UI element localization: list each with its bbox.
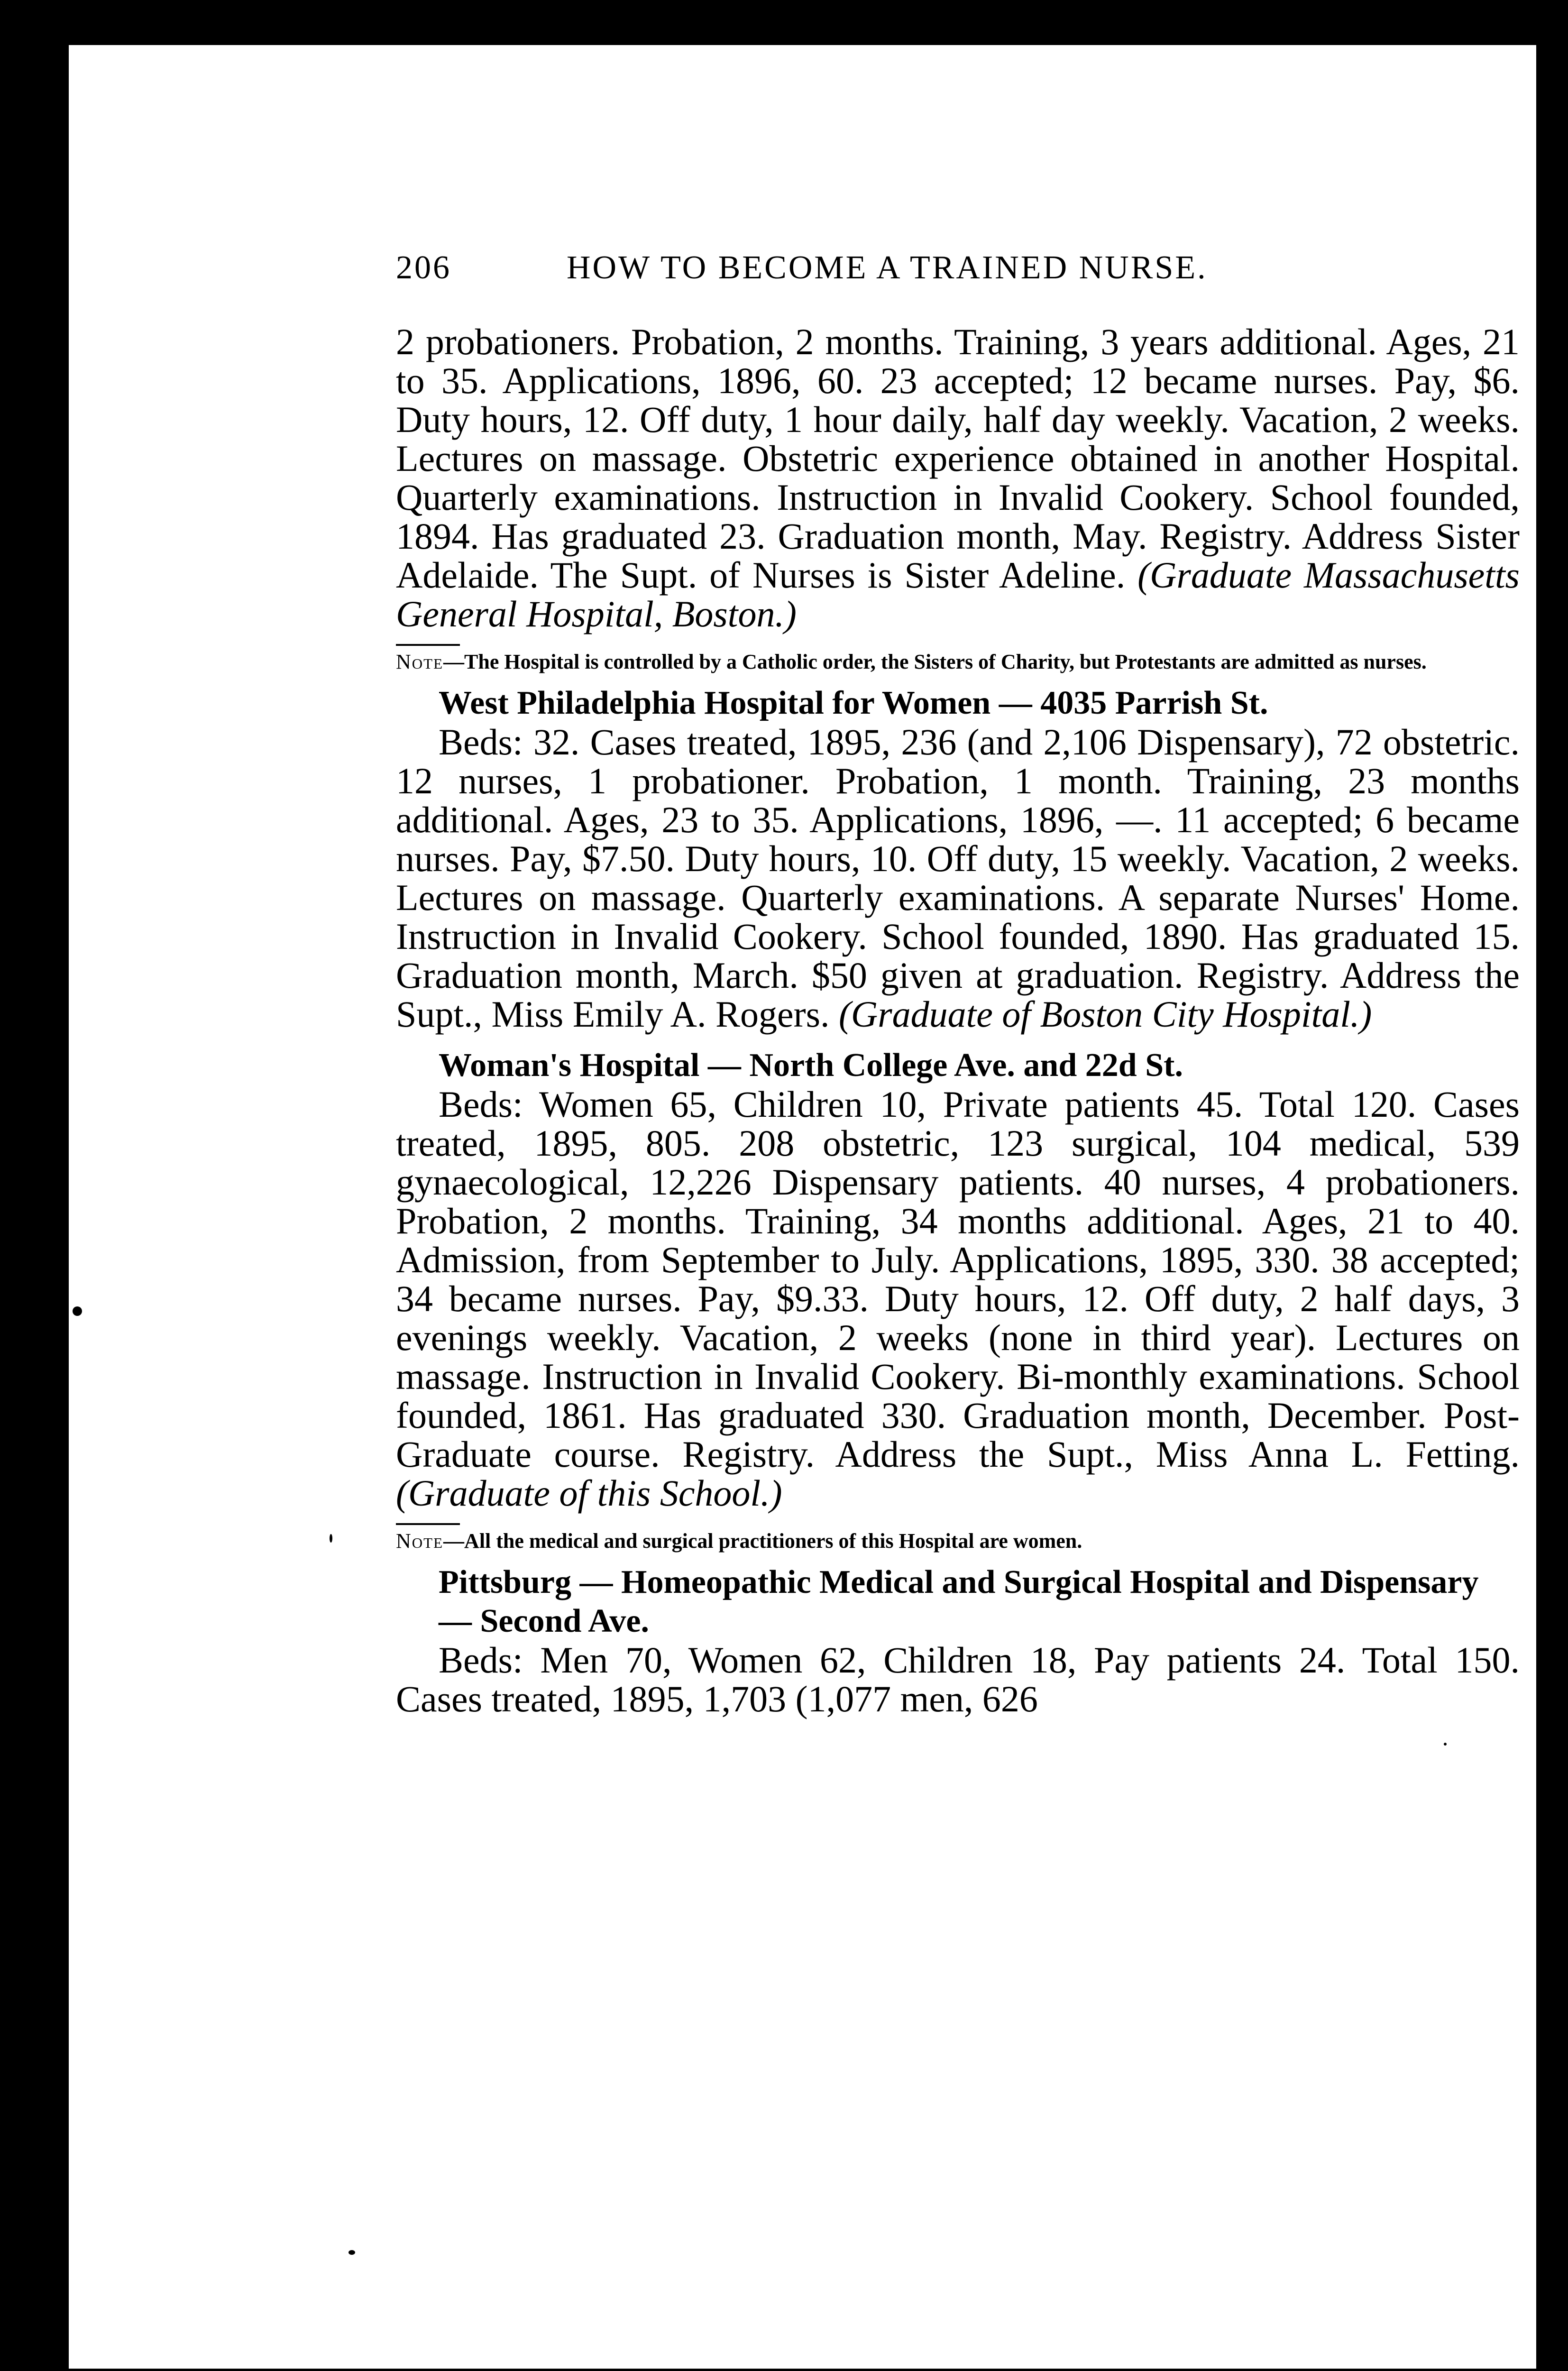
note-rule — [396, 1523, 460, 1525]
section-text: Beds: 32. Cases treated, 1895, 236 (and 2,106 Dispensary), 72 obstetric. 12 nurses, 1 probationer. Probation, 1 month. Training, 23 months additional. Ages, 23 to 35. Applications, 1896, —. 11 accepted; 6 became nurses. Pay, $7.50. Duty hours, 10. Off duty, 15 weekly. Vacation, 2 weeks. Lectures on massage. Quarterly examinations. A separate Nurses' Home. Instruction in Invalid Cookery. School founded, 1890. Has graduated 15. Graduation month, March. $50 given at graduation. Registry. Address the Supt., Miss Emily A. Rogers. — [396, 721, 1520, 1035]
note-label: Note — [396, 1529, 444, 1553]
section-text: 2 probationers. Probation, 2 months. Training, 3 years additional. Ages, 21 to 35. Applications, 1896, 60. 23 accepted; 12 became nurses. Pay, $6. Duty hours, 12. Off duty, 1 hour daily, half day weekly. Vacation, 2 weeks. Lectures on massage. Obstetric experience obtained in another Hospital. Quarterly examinations. Instruction in Invalid Cookery. School founded, 1894. Has graduated 23. Graduation month, May. Registry. Address Sister Adelaide. The Supt. of Nurses is Sister Adeline. — [396, 321, 1520, 596]
note-label: Note — [396, 650, 444, 673]
book-page — [69, 45, 1536, 2369]
note-text: —The Hospital is controlled by a Catholic order, the Sisters of Charity, but Protestants are admitted as nurses. — [443, 650, 1427, 673]
spacer — [396, 1034, 1520, 1046]
section-heading: West Philadelphia Hospital for Women — 4035 Parrish St. — [439, 685, 1268, 721]
section-paragraph — [396, 1085, 1520, 1513]
section-paragraph — [396, 723, 1520, 1034]
section-text: Beds: Men 70, Women 62, Children 18, Pay patients 24. Total 150. Cases treated, 1895, 1,703 (1,077 men, 626 — [396, 1639, 1520, 1719]
running-title: HOW TO BECOME A TRAINED NURSE. — [567, 249, 1208, 286]
scan-speck — [73, 1306, 82, 1316]
section-paragraph — [396, 1641, 1520, 1719]
scan-speck — [348, 2250, 355, 2255]
page-number: 206 — [396, 249, 451, 286]
section-paragraph — [396, 322, 1520, 634]
section-text: Beds: Women 65, Children 10, Private patients 45. Total 120. Cases treated, 1895, 805. 208 obstetric, 123 surgical, 104 medical, 539 gynaecological, 12,226 Dispensary patients. 40 nurses, 4 probationers. Probation, 2 months. Training, 34 months additional. Ages, 21 to 40. Admission, from September to July. Applications, 1895, 330. 38 accepted; 34 became nurses. Pay, $9.33. Duty hours, 12. Off duty, 2 half days, 3 evenings weekly. Vacation, 2 weeks (none in third year). Lectures on massage. Instruction in Invalid Cookery. Bi-monthly examinations. School founded, 1861. Has graduated 330. Graduation month, December. Post-Graduate course. Registry. Address the Supt., Miss Anna L. Fetting. — [396, 1084, 1520, 1475]
body-text — [396, 322, 1520, 1719]
running-header — [396, 249, 1520, 301]
note-rule — [396, 644, 460, 646]
footnote — [396, 651, 1520, 673]
scan-speck — [1444, 1743, 1447, 1746]
note-text: —All the medical and surgical practitioners of this Hospital are women. — [443, 1529, 1082, 1553]
section-heading: Woman's Hospital — North College Ave. and 22d St. — [439, 1047, 1183, 1084]
footnote — [396, 1530, 1520, 1553]
section-heading: Pittsburg — Homeopathic Medical and Surgical Hospital and Dispensary — Second Ave. — [439, 1564, 1479, 1639]
graduate-note: (Graduate of Boston City Hospital.) — [838, 993, 1372, 1035]
scan-speck — [330, 1534, 332, 1543]
graduate-note: (Graduate of this School.) — [396, 1472, 782, 1514]
graduate-note: (Graduate Massachusetts General Hospital, Boston.) — [396, 554, 1520, 634]
